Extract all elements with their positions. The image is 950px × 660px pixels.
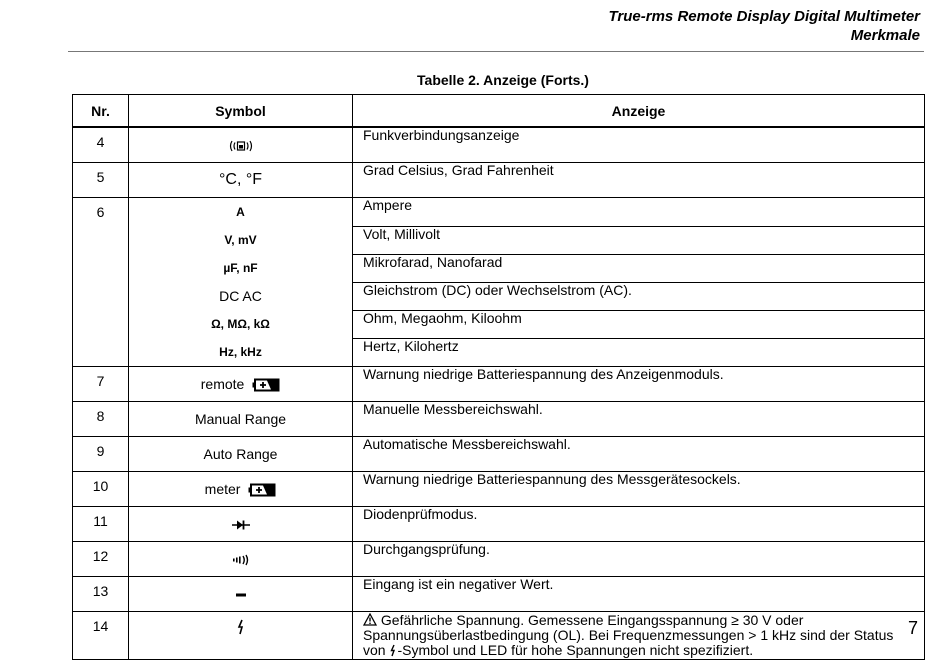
symbol-volt: V, mV [224,233,257,247]
row-number: 13 [73,577,129,612]
row-description: Diodenprüfmodus. [353,507,925,542]
row-number: 6 [73,198,129,367]
row-symbol [129,577,353,612]
row-description [353,612,925,660]
row-symbol [129,612,353,660]
column-header-symbol: Symbol [129,95,353,128]
description-text-part-1: Gefährliche Spannung. Gemessene Eingangsspannung ≥ 30 V oder Spannungsüberlastbedingung (OL). Bei Frequenzmessungen > 1 kHz sind der Status von [363,612,894,658]
row-number: 7 [73,367,129,402]
lightning-icon [236,619,246,635]
row-number: 5 [73,163,129,198]
column-header-nr: Nr. [73,95,129,128]
row-symbol-group [129,198,353,367]
row-description: Eingang ist ein negativer Wert. [353,577,925,612]
row-description: Manuelle Messbereichswahl. [353,402,925,437]
description-text-part-2: -Symbol und LED für hohe Spannungen nicht spezifiziert. [397,642,754,658]
battery-icon [248,483,276,497]
description-farad: Mikrofarad, Nanofarad [353,254,924,282]
page-number: 7 [907,618,918,638]
table-caption: Tabelle 2. Anzeige (Forts.) [417,72,589,88]
table-row [73,402,925,437]
continuity-icon [232,554,250,566]
table-header-row [73,95,925,128]
row-symbol [129,367,353,402]
description-volt: Volt, Millivolt [353,226,924,254]
row-symbol: Auto Range [129,437,353,472]
row-number: 8 [73,402,129,437]
symbol-label: remote [200,375,245,392]
minus-sign-icon [235,591,247,599]
diode-icon [231,519,251,531]
display-table [72,94,925,660]
header-title: True-rms Remote Display Digital Multimeter [608,8,920,25]
symbol-hertz: Hz, kHz [219,345,262,359]
description-hertz: Hertz, Kilohertz [353,338,924,366]
row-number: 10 [73,472,129,507]
table-row [73,437,925,472]
lightning-icon [389,644,397,657]
row-number: 12 [73,542,129,577]
row-number: 11 [73,507,129,542]
row-description: Warnung niedrige Batteriespannung des Anzeigenmoduls. [353,367,925,402]
table-row [73,472,925,507]
row-description-group [353,198,925,367]
row-symbol: °C, °F [129,163,353,198]
symbol-ampere: A [236,205,245,219]
wireless-display-icon [228,139,254,153]
table-row [73,127,925,163]
row-symbol [129,472,353,507]
row-symbol [129,507,353,542]
row-description: Funkverbindungsanzeige [353,127,925,163]
warning-triangle-icon [363,613,377,626]
row-number: 4 [73,127,129,163]
symbol-label: meter [204,480,241,497]
row-description: Warnung niedrige Batteriespannung des Messgerätesockels. [353,472,925,507]
table-row [73,198,925,367]
row-description: Durchgangsprüfung. [353,542,925,577]
description-dc-ac: Gleichstrom (DC) oder Wechselstrom (AC). [353,282,924,310]
battery-icon [252,378,280,392]
row-symbol: Manual Range [129,402,353,437]
row-symbol [129,127,353,163]
table-row [73,612,925,660]
row-description: Grad Celsius, Grad Fahrenheit [353,163,925,198]
symbol-ohm: Ω, MΩ, kΩ [211,317,270,331]
row-number: 14 [73,612,129,660]
row-description: Automatische Messbereichswahl. [353,437,925,472]
table-row [73,542,925,577]
symbol-farad: µF, nF [223,261,258,275]
header-subtitle: Merkmale [850,27,920,44]
description-ampere: Ampere [363,197,413,213]
table-row [73,577,925,612]
row-symbol [129,542,353,577]
table-row [73,163,925,198]
description-ohm: Ohm, Megaohm, Kiloohm [353,310,924,338]
row-number: 9 [73,437,129,472]
table-row [73,507,925,542]
symbol-dc-ac: DC AC [219,288,262,304]
header-divider [68,51,924,52]
table-row [73,367,925,402]
column-header-anzeige: Anzeige [353,95,925,128]
